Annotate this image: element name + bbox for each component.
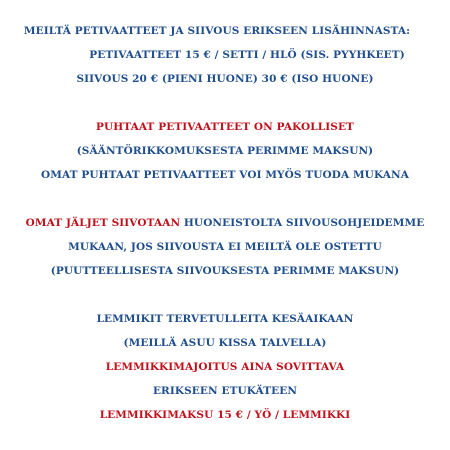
own-cleaning-rest: HUONEISTOLTA SIIVOUSOHJEIDEMME: [180, 217, 425, 229]
section1-heading: MEILTÄ PETIVAATTEET JA SIIVOUS ERIKSEEN LISÄHINNASTA:: [23, 25, 411, 37]
own-cleaning-emphasis: OMAT JÄLJET SIIVOTAAN: [25, 217, 181, 229]
cleaning-condition: MUKAAN, JOS SIIVOUSTA EI MEILTÄ OLE OSTETTU: [68, 241, 382, 253]
cleaning-price: SIIVOUS 20 € (PIENI HUONE) 30 € (ISO HUONE): [76, 73, 374, 85]
pet-booking-advance: ERIKSEEN ETUKÄTEEN: [152, 385, 298, 397]
cleaning-fee-note: (PUUTTEELLISESTA SIIVOUKSESTA PERIMME MAKSUN): [50, 265, 400, 277]
own-bedding-note: OMAT PUHTAAT PETIVAATTEET VOI MYÖS TUODA MUKANA: [41, 169, 409, 181]
bedding-fee-note: (SÄÄNTÖRIKKOMUKSESTA PERIMME MAKSUN): [76, 145, 374, 157]
cat-note: (MEILLÄ ASUU KISSA TALVELLA): [123, 337, 327, 349]
pet-fee: LEMMIKKIMAKSU 15 € / YÖ / LEMMIKKI: [99, 409, 351, 421]
bedding-mandatory-notice: PUHTAAT PETIVAATTEET ON PAKOLLISET: [96, 121, 354, 133]
bedding-price: PETIVAATTEET 15 € / SETTI / HLÖ (SIS. PYYHKEET): [89, 49, 405, 61]
pet-booking-notice: LEMMIKKIMAJOITUS AINA SOVITTAVA: [105, 361, 345, 373]
pets-welcome: LEMMIKIT TERVETULLEITA KESÄAIKAAN: [96, 313, 354, 325]
cleaning-instructions-line: [0, 216, 450, 230]
